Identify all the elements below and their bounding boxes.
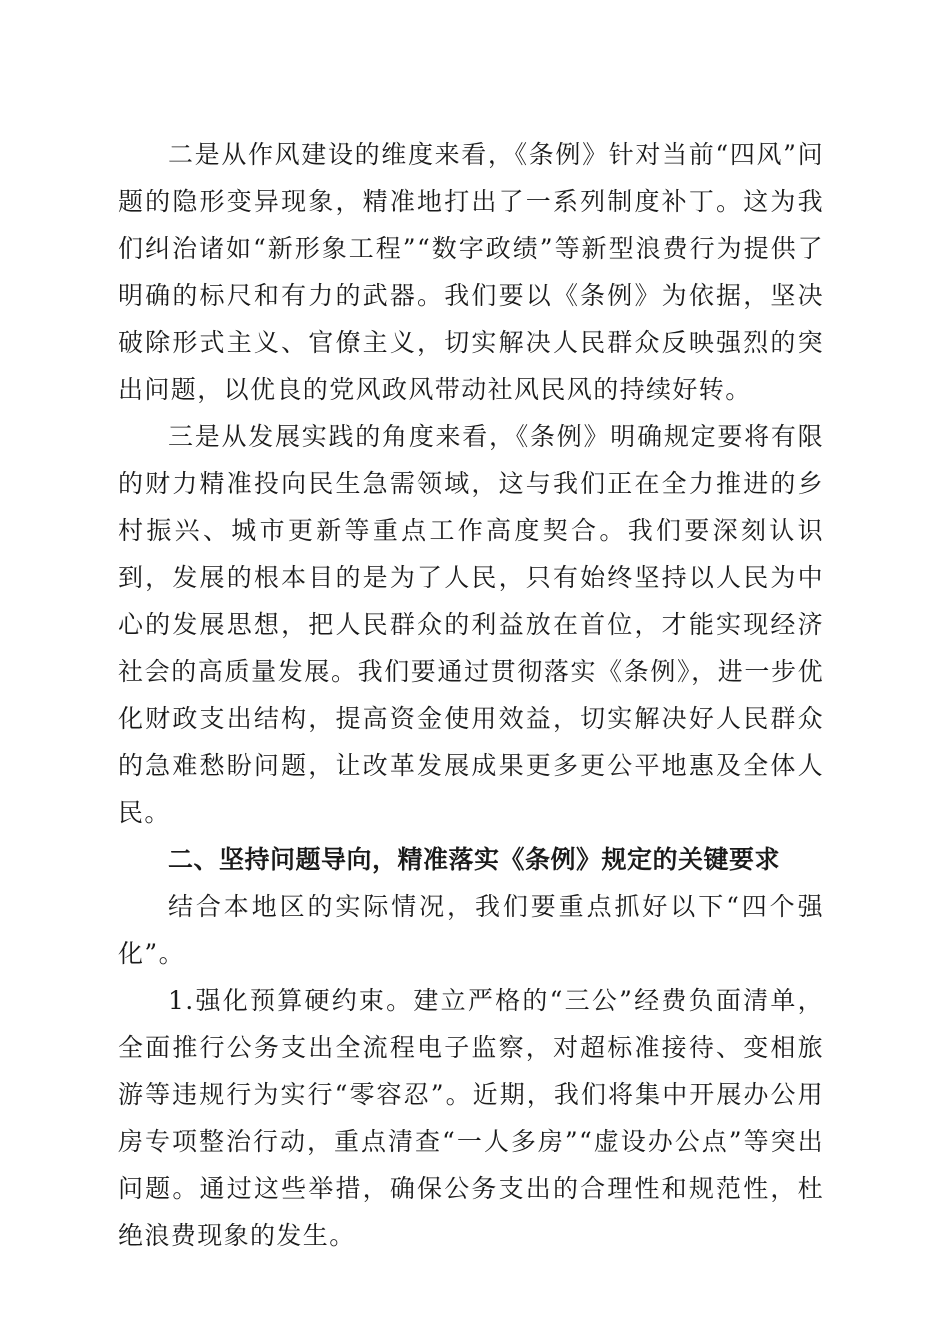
section-heading: 二、坚持问题导向，精准落实《条例》规定的关键要求 [168,845,781,874]
document-body [118,131,824,1259]
paragraph-four-strengthenings-intro: 结合本地区的实际情况，我们要重点抓好以下“四个强化”。 [118,892,824,968]
paragraph-budget-constraint: 1.强化预算硬约束。建立严格的“三公”经费负面清单，全面推行公务支出全流程电子监察，对超标准接待、变相旅游等违规行为实行“零容忍”。近期，我们将集中开展办公用房专项整治行动，重点清查“一人多房”“虚设办公点”等突出问题。通过这些举措，确保公务支出的合理性和规范性，杜绝浪费现象的发生。 [118,986,824,1250]
paragraph-development-practice: 三是从发展实践的角度来看，《条例》明确规定要将有限的财力精准投向民生急需领域，这与我们正在全力推进的乡村振兴、城市更新等重点工作高度契合。我们要深刻认识到，发展的根本目的是为了人民，只有始终坚持以人民为中心的发展思想，把人民群众的利益放在首位，才能实现经济社会的高质量发展。我们要通过贯彻落实《条例》，进一步优化财政支出结构，提高资金使用效益，切实解决好人民群众的急难愁盼问题，让改革发展成果更多更公平地惠及全体人民。 [118,422,824,827]
paragraph-style-dimension: 二是从作风建设的维度来看，《条例》针对当前“四风”问题的隐形变异现象，精准地打出了一系列制度补丁。这为我们纠治诸如“新形象工程”“数字政绩”等新型浪费行为提供了明确的标尺和有力的武器。我们要以《条例》为依据，坚决破除形式主义、官僚主义，切实解决人民群众反映强烈的突出问题，以优良的党风政风带动社风民风的持续好转。 [118,140,824,404]
